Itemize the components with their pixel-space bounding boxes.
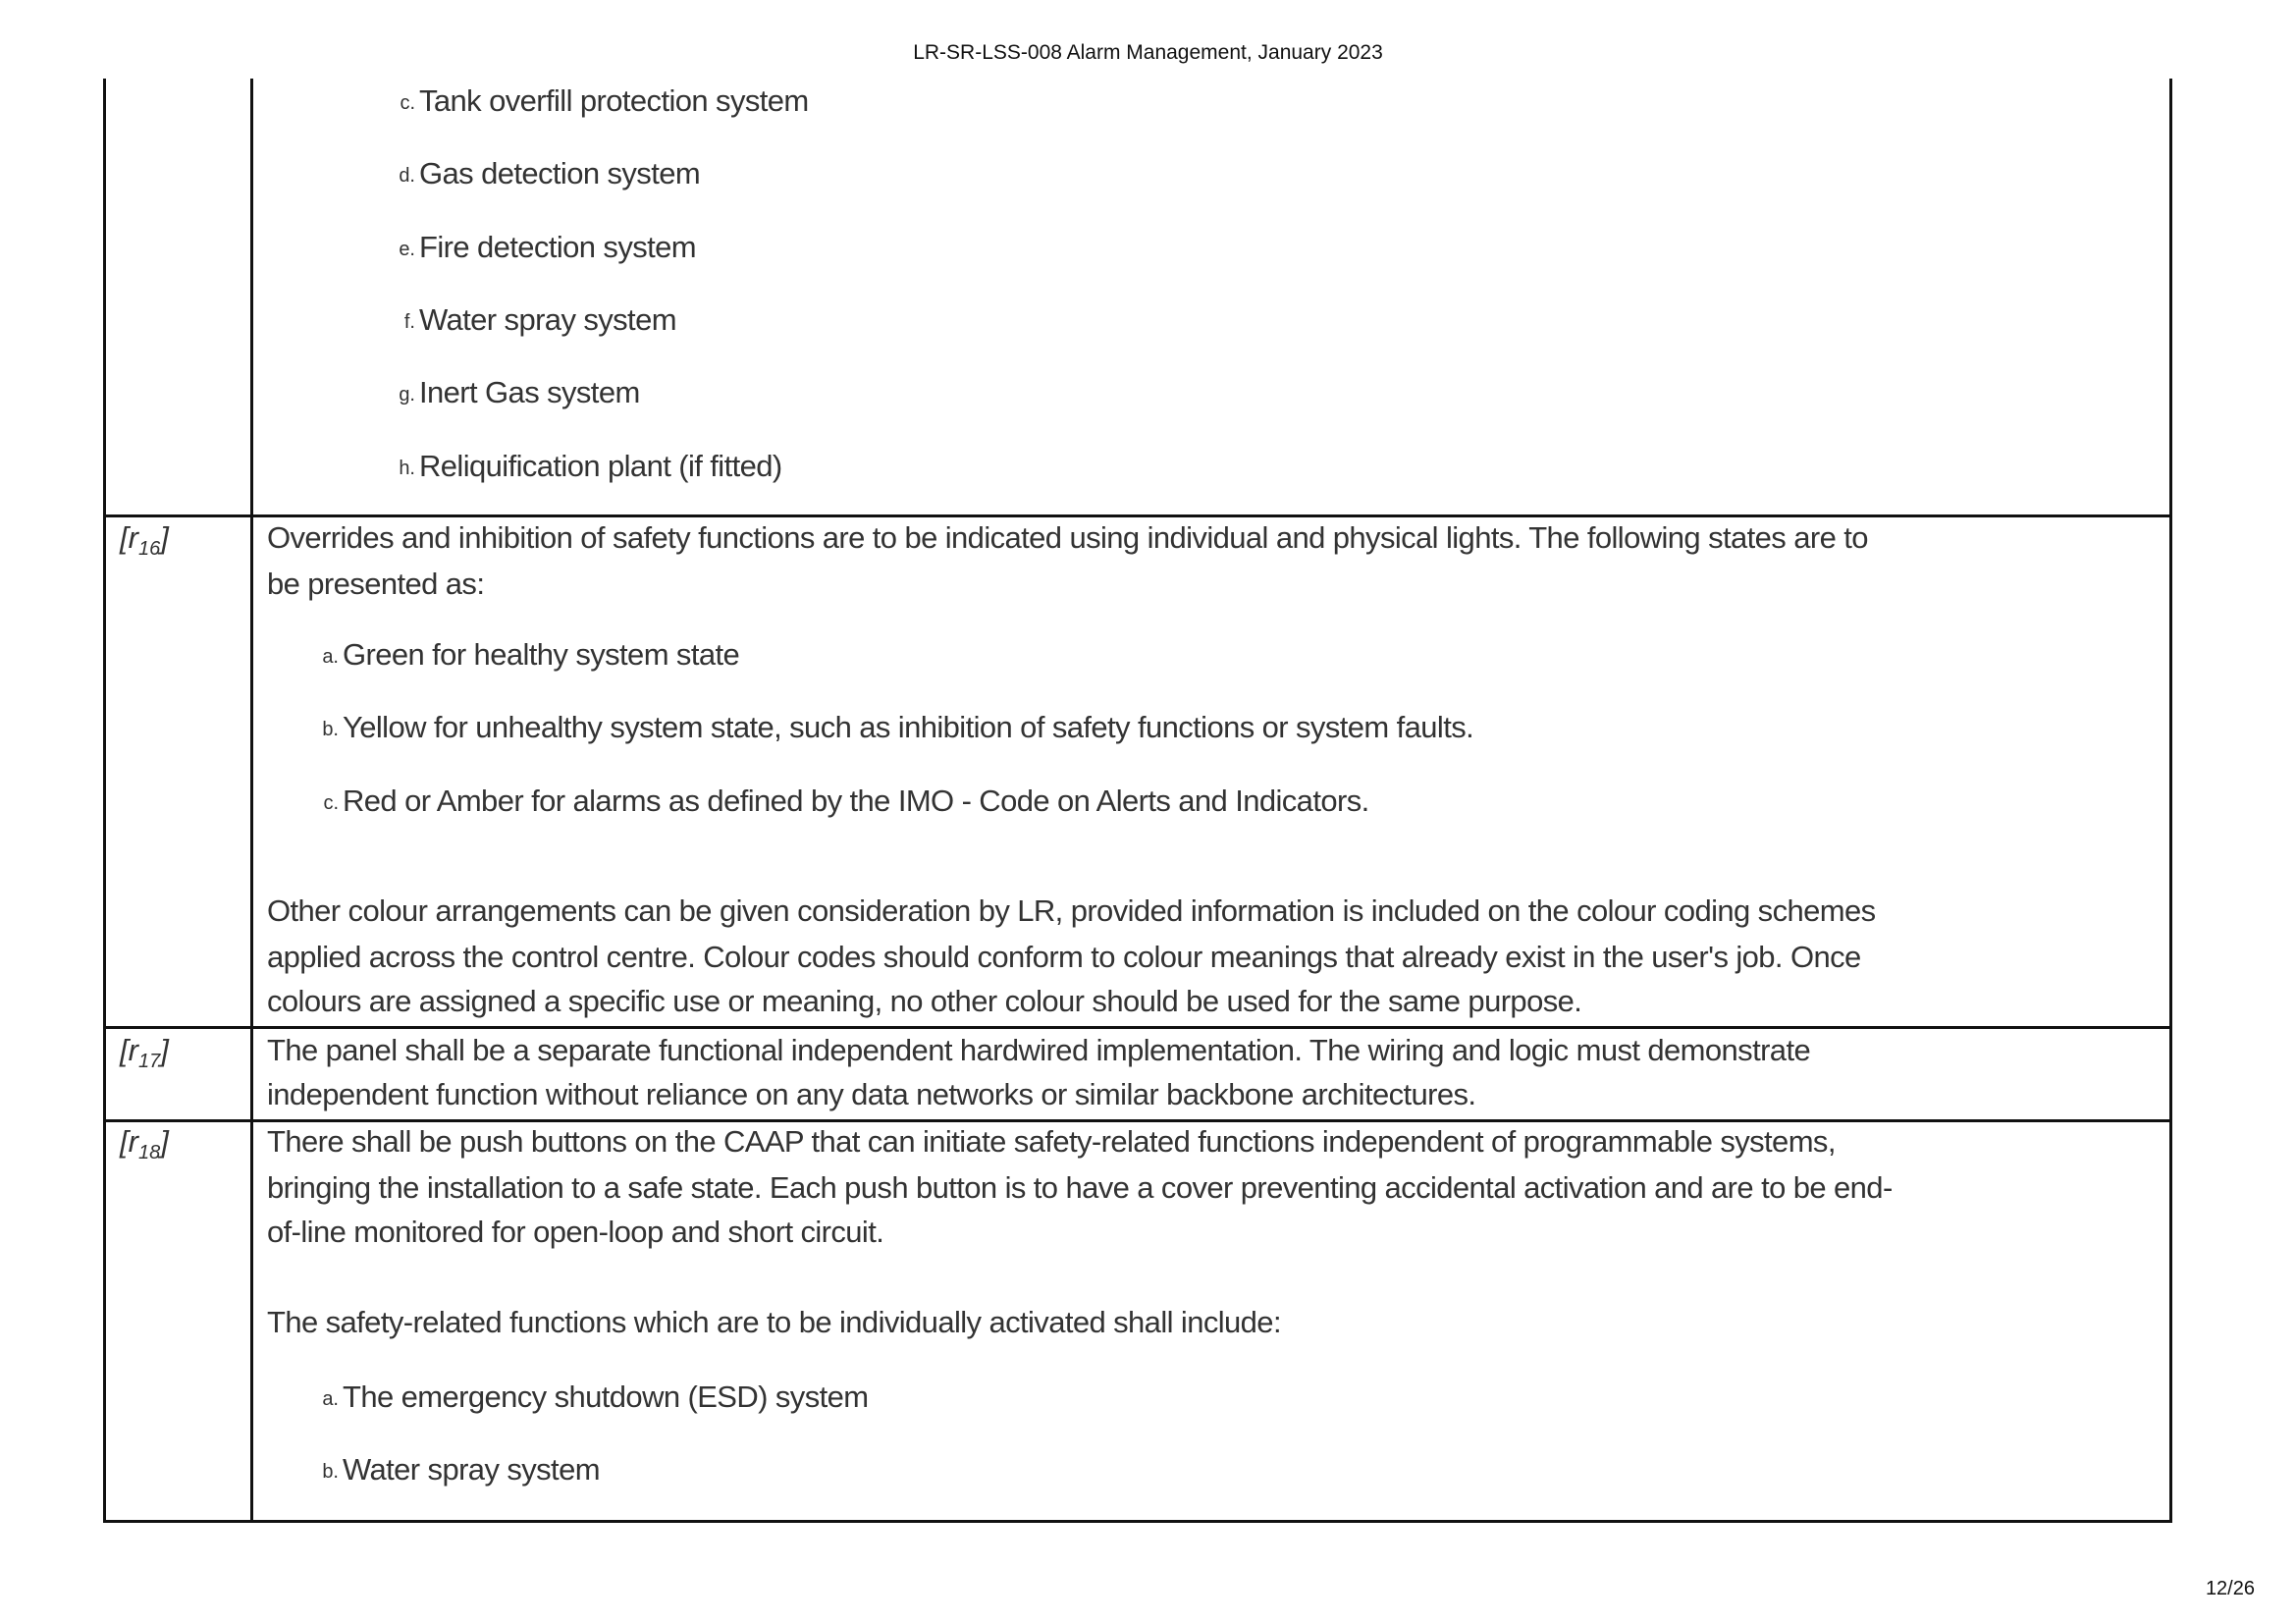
ref-letter: r <box>128 1033 138 1067</box>
column-divider <box>250 79 253 1523</box>
list-item-marker: a. <box>322 1388 339 1410</box>
table-border-right <box>2169 79 2172 1523</box>
paragraph-line: of-line monitored for open-loop and short circuit. <box>267 1215 884 1249</box>
ref-number: 17 <box>137 1051 161 1073</box>
list-item-marker: c. <box>323 792 339 814</box>
list-item-marker: d. <box>399 165 415 187</box>
paragraph-line: The panel shall be a separate functional independent hardwired implementation. The wiring and logic must demonstrate <box>267 1033 1811 1067</box>
row-divider <box>103 1026 2172 1029</box>
ref-number: 16 <box>137 538 161 561</box>
list-item-text: Yellow for unhealthy system state, such as inhibition of safety functions or system faults. <box>343 710 1474 744</box>
list-item-text: Water spray system <box>343 1452 600 1487</box>
list-item-marker: c. <box>400 92 415 114</box>
list-item-text: The emergency shutdown (ESD) system <box>343 1380 869 1414</box>
list-item-text: Fire detection system <box>419 230 697 264</box>
list-item-text: Water spray system <box>419 302 676 337</box>
requirement-ref: $[r_{16}]$ <box>120 520 169 561</box>
list-item-text: Red or Amber for alarms as defined by the IMO - Code on Alerts and Indicators. <box>343 784 1369 818</box>
paragraph-line: The safety-related functions which are to be individually activated shall include: <box>267 1305 1281 1339</box>
requirement-ref: $[r_{17}]$ <box>120 1033 169 1073</box>
list-item-text: Reliquification plant (if fitted) <box>419 449 782 483</box>
paragraph-line: colours are assigned a specific use or meaning, no other colour should be used for the same purpose. <box>267 984 1582 1018</box>
ref-number: 18 <box>137 1142 161 1164</box>
page-header: LR-SR-LSS-008 Alarm Management, January 2023 <box>913 41 1383 64</box>
paragraph-line: be presented as: <box>267 567 485 601</box>
list-item-marker: a. <box>322 646 339 668</box>
paragraph-line: Other colour arrangements can be given consideration by LR, provided information is included on the colour coding schemes <box>267 893 1876 928</box>
list-item-text: Tank overfill protection system <box>419 83 809 118</box>
ref-letter: r <box>128 1124 138 1159</box>
list-item-marker: e. <box>399 239 415 260</box>
requirement-ref: $[r_{18}]$ <box>120 1124 169 1164</box>
paragraph-line: Overrides and inhibition of safety functions are to be indicated using individual and physical lights. The following states are to <box>267 520 1868 555</box>
paragraph-line: independent function without reliance on any data networks or similar backbone architectures. <box>267 1077 1476 1111</box>
table-border-bottom <box>103 1520 2172 1523</box>
page-number: 12/26 <box>2205 1578 2255 1599</box>
list-item-text: Green for healthy system state <box>343 637 740 672</box>
table-border-left <box>103 79 106 1523</box>
list-item-marker: f. <box>403 311 415 333</box>
list-item-marker: g. <box>399 384 415 406</box>
list-item-marker: h. <box>399 458 415 479</box>
row-divider <box>103 514 2172 517</box>
paragraph-line: bringing the installation to a safe state. Each push button is to have a cover preventing accidental activation and are to be end- <box>267 1170 1893 1205</box>
paragraph-line: There shall be push buttons on the CAAP that can initiate safety-related functions independent of programmable systems, <box>267 1124 1836 1159</box>
ref-letter: r <box>128 520 138 555</box>
list-item-text: Gas detection system <box>419 156 701 190</box>
paragraph-line: applied across the control centre. Colour codes should conform to colour meanings that already exist in the user's job. Once <box>267 940 1861 974</box>
list-item-marker: b. <box>322 1461 339 1483</box>
list-item-text: Inert Gas system <box>419 375 640 409</box>
list-item-marker: b. <box>322 719 339 740</box>
